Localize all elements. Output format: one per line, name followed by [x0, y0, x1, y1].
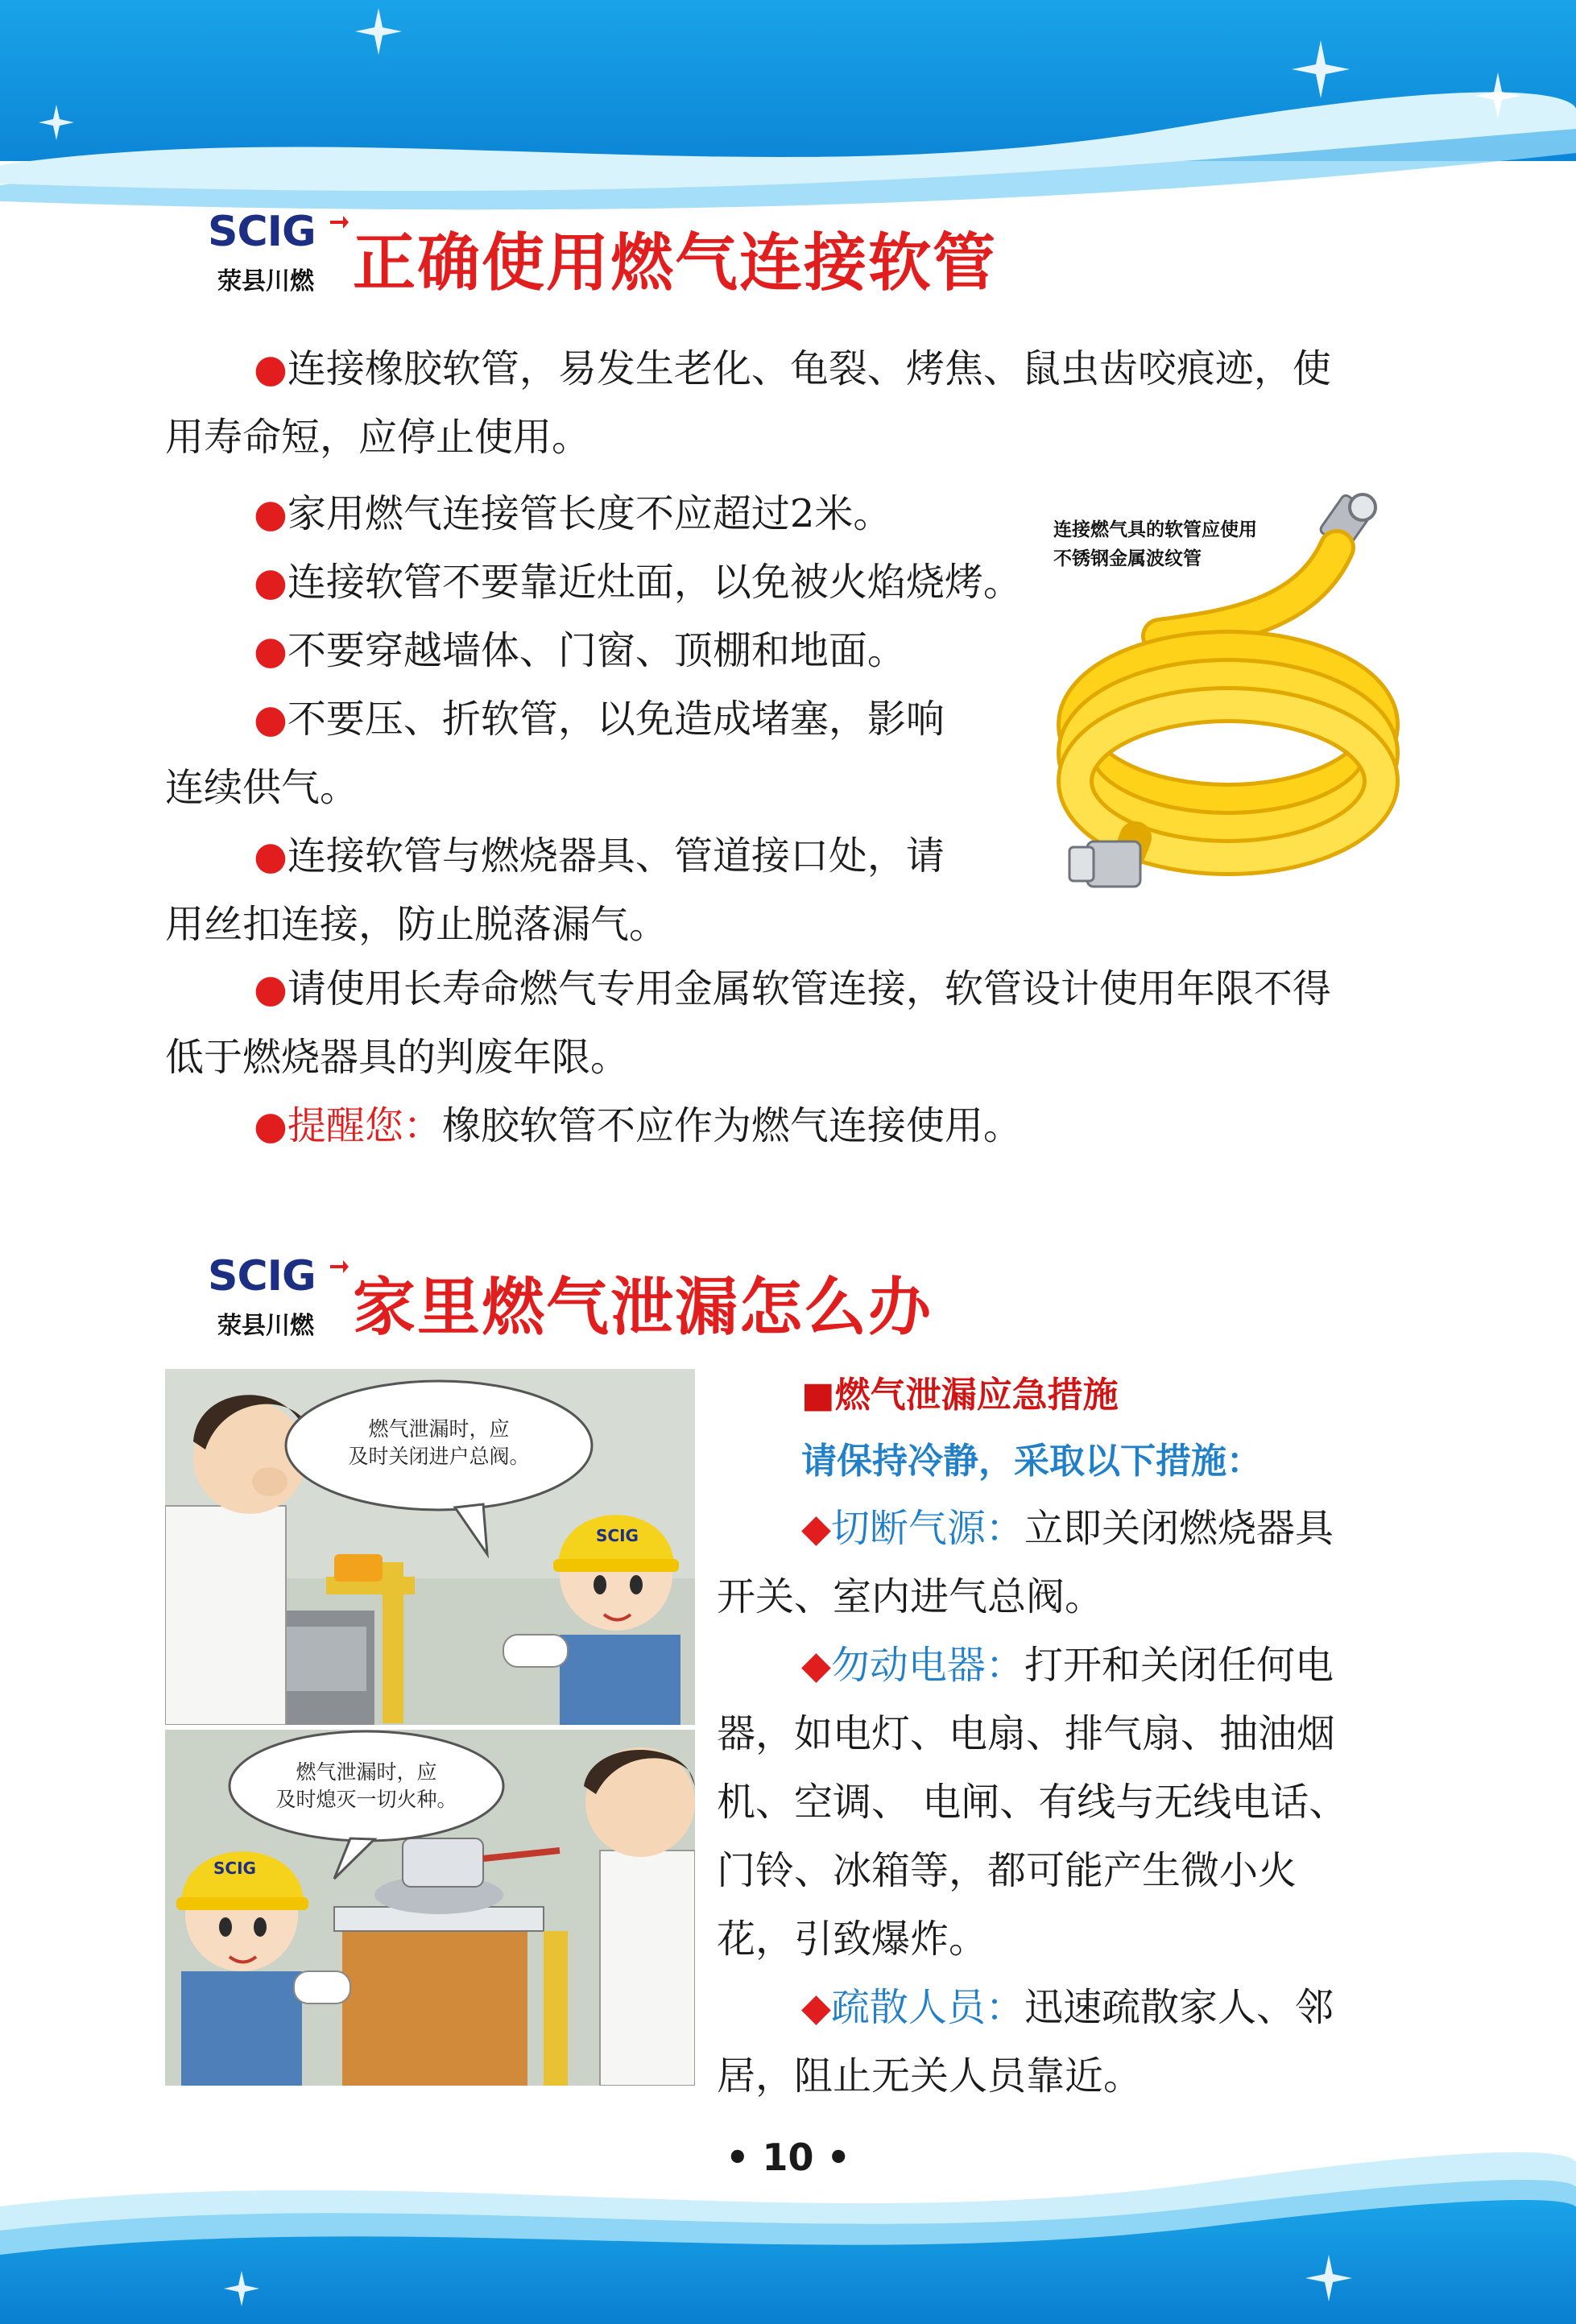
- comic1-bubble-line-1: 燃气泄漏时，应: [368, 1417, 510, 1441]
- logo-cn-text: 荥县川燃: [217, 1312, 314, 1340]
- para-6-line-2: 用丝扣连接，防止脱落漏气。: [165, 902, 668, 947]
- comic-panel-extinguish-fire: [165, 1730, 695, 2086]
- bullet-dot: ●: [254, 346, 287, 391]
- diamond-bullet: ◆: [801, 1643, 831, 1688]
- para-2: [254, 479, 891, 548]
- scig-logo: [208, 208, 345, 304]
- item-no-electric-line-3: 机、空调、 电闸、有线与无线电话、: [717, 1780, 1348, 1825]
- helmet-logo: SCIG: [596, 1526, 639, 1545]
- item-no-electric-line-2: 器，如电灯、电扇、排气扇、抽油烟: [717, 1711, 1336, 1756]
- item-evacuate-line-1: [801, 1973, 1334, 2042]
- hose-caption-line-1: 连接燃气具的软管应使用: [1053, 519, 1257, 540]
- reminder-label: 提醒您：: [287, 1103, 442, 1148]
- emergency-intro: 请保持冷静，采取以下措施：: [801, 1441, 1262, 1482]
- bullet-dot: ●: [254, 560, 287, 605]
- diamond-bullet: ◆: [801, 1985, 831, 2030]
- logo-brand-text: SCIG: [208, 1252, 316, 1301]
- comic1-bubble-line-2: 及时关闭进户总阀。: [348, 1445, 530, 1468]
- hose-caption-line-2: 不锈钢金属波纹管: [1053, 548, 1202, 569]
- item-no-electric-line-4: 门铃、冰箱等，都可能产生微小火: [717, 1848, 1297, 1893]
- item-cut-gas-line-2: 开关、室内进气总阀。: [717, 1574, 1104, 1619]
- item-evacuate-line-2: 居，阻止无关人员靠近。: [717, 2053, 1143, 2099]
- scig-logo: [208, 1252, 345, 1349]
- comic2-bubble-line-2: 及时熄灭一切火种。: [275, 1788, 457, 1811]
- page-number: • 10 •: [726, 2136, 850, 2179]
- comic1-bubble: [310, 1416, 568, 1470]
- reminder-text: 橡胶软管不应作为燃气连接使用。: [441, 1103, 1022, 1148]
- section2-header: [208, 1252, 1013, 1349]
- bullet-dot: ●: [254, 1103, 287, 1148]
- bullet-dot: ●: [254, 833, 287, 879]
- comic2-bubble-line-1: 燃气泄漏时，应: [296, 1760, 437, 1784]
- item-text: 立即关闭燃烧器具: [1024, 1506, 1334, 1551]
- logo-cn-text: 荥县川燃: [217, 267, 314, 296]
- para-1-line-1: [254, 334, 1331, 403]
- item-text: 迅速疏散家人、邻: [1024, 1985, 1334, 2030]
- para-1-line-2: 用寿命短，应停止使用。: [165, 415, 591, 460]
- item-label: 切断气源：: [830, 1506, 1024, 1551]
- diamond-bullet: ◆: [801, 1506, 831, 1551]
- para-text: 连接橡胶软管，易发生老化、龟裂、烤焦、鼠虫齿咬痕迹，使: [287, 346, 1331, 391]
- para-text: 不要穿越墙体、门窗、顶棚和地面。: [287, 628, 906, 673]
- logo-brand-text: SCIG: [208, 208, 316, 256]
- para-3: [254, 548, 1022, 617]
- top-wave-banner: [0, 0, 1576, 242]
- logo-arrow-icon: [329, 211, 350, 232]
- section2-title: 家里燃气泄漏怎么办: [353, 1272, 933, 1344]
- comic2-bubble: [246, 1759, 487, 1813]
- comic-panel-close-valve: [165, 1369, 695, 1725]
- item-cut-gas-line-1: [801, 1494, 1334, 1563]
- item-no-electric-line-5: 花，引致爆炸。: [717, 1917, 988, 1962]
- helmet-logo: SCIG: [213, 1859, 256, 1878]
- item-label: 勿动电器：: [830, 1643, 1024, 1688]
- para-text: 家用燃气连接管长度不应超过2米。: [287, 491, 892, 536]
- para-7-line-2: 低于燃烧器具的判废年限。: [165, 1035, 630, 1080]
- emergency-subhead: ■燃气泄漏应急措施: [801, 1375, 1119, 1416]
- section1-title: 正确使用燃气连接软管: [353, 227, 998, 300]
- reminder-line: [254, 1091, 1022, 1160]
- para-text: 请使用长寿命燃气专用金属软管连接，软管设计使用年限不得: [287, 966, 1331, 1011]
- item-text: 打开和关闭任何电: [1024, 1643, 1334, 1688]
- section1-header: [208, 208, 1094, 304]
- bullet-dot: ●: [254, 966, 287, 1011]
- para-6-line-1: [254, 821, 945, 891]
- bullet-dot: ●: [254, 697, 287, 742]
- para-text: 连接软管不要靠近灶面，以免被火焰烧烤。: [287, 560, 1022, 605]
- para-7-line-1: [254, 954, 1331, 1023]
- para-text: 不要压、折软管，以免造成堵塞，影响: [287, 697, 945, 742]
- bullet-dot: ●: [254, 628, 287, 673]
- para-5-line-1: [254, 684, 945, 754]
- bullet-dot: ●: [254, 491, 287, 536]
- gas-hose-image: [1039, 483, 1409, 902]
- para-5-line-2: 连续供气。: [165, 765, 359, 810]
- para-4: [254, 616, 906, 685]
- item-label: 疏散人员：: [830, 1985, 1024, 2030]
- item-no-electric-line-1: [801, 1631, 1334, 1700]
- logo-arrow-icon: [329, 1255, 350, 1276]
- para-text: 连接软管与燃烧器具、管道接口处，请: [287, 833, 945, 879]
